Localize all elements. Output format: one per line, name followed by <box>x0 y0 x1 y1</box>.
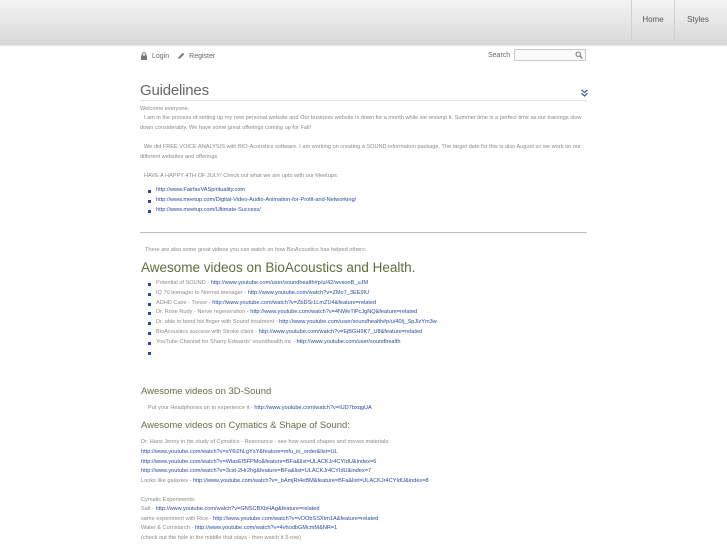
video-link[interactable]: http://www.youtube.com/watch?v=4NWeTiPcJgNQ&feature=related <box>250 309 418 316</box>
list-item <box>148 279 437 289</box>
bullet-icon <box>148 190 151 193</box>
list-item <box>148 206 356 216</box>
list-item <box>148 186 356 196</box>
bullet-icon <box>148 210 151 213</box>
list-item <box>148 318 437 328</box>
bullet-icon <box>148 200 151 203</box>
video-description: Potential of SOUND - <box>156 280 211 286</box>
search-label: Search <box>488 51 511 59</box>
bullet-icon <box>148 322 151 325</box>
video-link[interactable]: http://www.youtube.com/user/soundhealth#p/u/42/wvsonB_uJM <box>210 280 369 286</box>
video-link[interactable]: http://www.youtube.com/watch?v=EjBGH9K7_U8&feature=related <box>258 328 423 335</box>
hole-note: (check out the hole in the middle that stays - then watch it 3-row) <box>141 535 301 541</box>
lock-icon <box>140 52 148 60</box>
bullet-icon <box>148 303 151 306</box>
galaxies-line <box>141 477 429 487</box>
video-description: YouTube Channel for Sharry Edwards' soundhealth inc - <box>156 338 297 345</box>
video-description: IQ 70 teenager to Normal teenager - <box>156 289 248 296</box>
title-divider <box>140 100 587 101</box>
double-chevron-down-icon[interactable] <box>581 89 588 97</box>
list-item <box>148 308 437 318</box>
register-link[interactable]: Register <box>189 52 216 60</box>
video-link[interactable]: http://www.youtube.com/user/soundhealth#p/u/40/j_SpJlzYm3w <box>279 319 437 326</box>
meetup-link[interactable]: http://www.FairfaxVASpirituality.com <box>156 187 246 193</box>
page-title: Guidelines <box>140 82 209 99</box>
video-description: ADHD Case - Trevor - <box>156 299 213 306</box>
videos-intro-text: There are also some great videos you can watch on how BioAcoustics has helped others: <box>145 247 367 253</box>
galaxies-description: Looks like galaxies - <box>141 478 193 484</box>
water-line <box>141 524 337 534</box>
list-item <box>148 338 437 348</box>
rice-description: same experiment with Rice - <box>141 516 214 522</box>
welcome-text: Welcome everyone, <box>140 106 190 112</box>
nav-home-link[interactable]: Home <box>631 0 674 40</box>
meetup-link[interactable]: http://www.meetup.com/Digital-Video-Audio-Animation-for-Profit-and-Networking/ <box>156 196 357 203</box>
cymatics-link-line <box>141 467 371 477</box>
cymatics-lead-text: Dr. Hans Jenny in his study of Cymatics - Resonance - see how sound shapes and moves materials: <box>141 439 390 445</box>
salt-link[interactable]: http://www.youtube.com/watch?v=GNSCBXbHAg&feature=related <box>155 506 320 512</box>
water-link[interactable]: http://www.youtube.com/watch?v=4vhodbGMcmM&NR=1 <box>194 525 338 531</box>
pencil-icon <box>177 52 185 60</box>
3d-sound-description: Put your Headphones on to experience it - <box>148 405 255 411</box>
video-link[interactable]: http://www.youtube.com/watch?v=ZbDSr1LmZU4&feature=related <box>212 299 377 306</box>
cymatics-link[interactable]: http://www.youtube.com/watch?v=WlasEf5FPMo&feature=BFa&list=ULACKJr4CYIdU&index=6 <box>141 459 377 465</box>
video-description: Dr. able to bend his finger with Sound treatment - <box>156 319 280 326</box>
3d-sound-line <box>148 404 372 414</box>
cymatics-link[interactable]: http://www.youtube.com/watch?v=sY6i2hLgYsY&feature=mfu_in_order&list=UL <box>141 449 338 455</box>
auth-row <box>140 50 223 62</box>
cymatics-link[interactable]: http://www.youtube.com/watch?v=3cst-2Hr2hg&feature=BFa&list=ULACKJr4CYIdU&index=7 <box>141 468 372 474</box>
cymatics-heading: Awesome videos on Cymatics & Shape of Sound: <box>141 420 350 431</box>
video-link[interactable]: http://www.youtube.com/user/soundhealth <box>296 338 401 345</box>
video-description: BioAcoustics success with Stroke client - <box>156 328 259 335</box>
video-link[interactable]: http://www.youtube.com/watch?v=ZMo7_3EE9IU <box>247 289 370 296</box>
3d-sound-heading: Awesome videos on 3D-Sound <box>141 386 272 397</box>
salt-line <box>141 505 319 515</box>
search-area <box>488 49 586 61</box>
nav-styles-link[interactable]: Styles <box>674 0 721 40</box>
section-divider <box>140 232 587 233</box>
cymatics-link-line <box>141 448 338 458</box>
video-description: Dr. Rose Rudy - Nerve regeneration - <box>156 309 251 316</box>
meetup-list <box>148 186 356 215</box>
3d-sound-link[interactable]: http://www.youtube.com/watch?v=IUD7bxqgUA <box>254 405 372 411</box>
list-item <box>148 196 356 206</box>
meetup-link[interactable]: http://www.meetup.com/Ultimate-Success/ <box>156 206 261 213</box>
water-description: Water & Cornstarch - <box>141 525 195 531</box>
bioacoustics-video-list <box>148 279 437 348</box>
bullet-icon <box>148 342 151 345</box>
list-item <box>148 299 437 309</box>
list-item <box>148 289 437 299</box>
galaxies-link[interactable]: http://www.youtube.com/watch?v=_bAmjRt4eBM&feature=BFa&list=ULACKJr4CYIdU&index=8 <box>192 478 429 484</box>
nav-menu <box>631 0 727 40</box>
top-navigation-bar <box>0 0 727 45</box>
search-input[interactable] <box>514 49 586 61</box>
login-link[interactable]: Login <box>152 52 170 60</box>
bullet-icon <box>148 312 151 315</box>
rice-link[interactable]: http://www.youtube.com/watch?v=vOObSSXtm1A&feature=related <box>213 516 379 522</box>
cymatic-experiments-heading: Cymatic Experiments: <box>141 497 196 503</box>
bioacoustics-heading: Awesome videos on BioAcoustics and Health. <box>141 260 416 275</box>
intro-paragraph-3: HAVE A HAPPY 4TH OF JULY! Check out what we are upto with our Meetups: <box>144 173 339 179</box>
search-icon[interactable] <box>575 51 583 59</box>
bullet-icon <box>148 352 151 355</box>
intro-paragraph-1: I am in the process of setting up my new personal website and Our business website is down for a month while we revamp it. Summer time is a perfect time as our trainings slow down considerably. We have some great offerings coming up for Fall! <box>140 115 582 131</box>
salt-description: Salt - <box>141 506 156 512</box>
intro-paragraph-2: We did FREE VOICE ANALYSIS with BIO-Acoustics software. I am working on creating a SOUND information package. The target date for this is also August so we work on our different websites and offerings. <box>140 144 581 160</box>
bullet-icon <box>148 293 151 296</box>
header-shadow <box>0 44 727 47</box>
bullet-icon <box>148 332 151 335</box>
bullet-icon <box>148 283 151 286</box>
list-item <box>148 328 437 338</box>
